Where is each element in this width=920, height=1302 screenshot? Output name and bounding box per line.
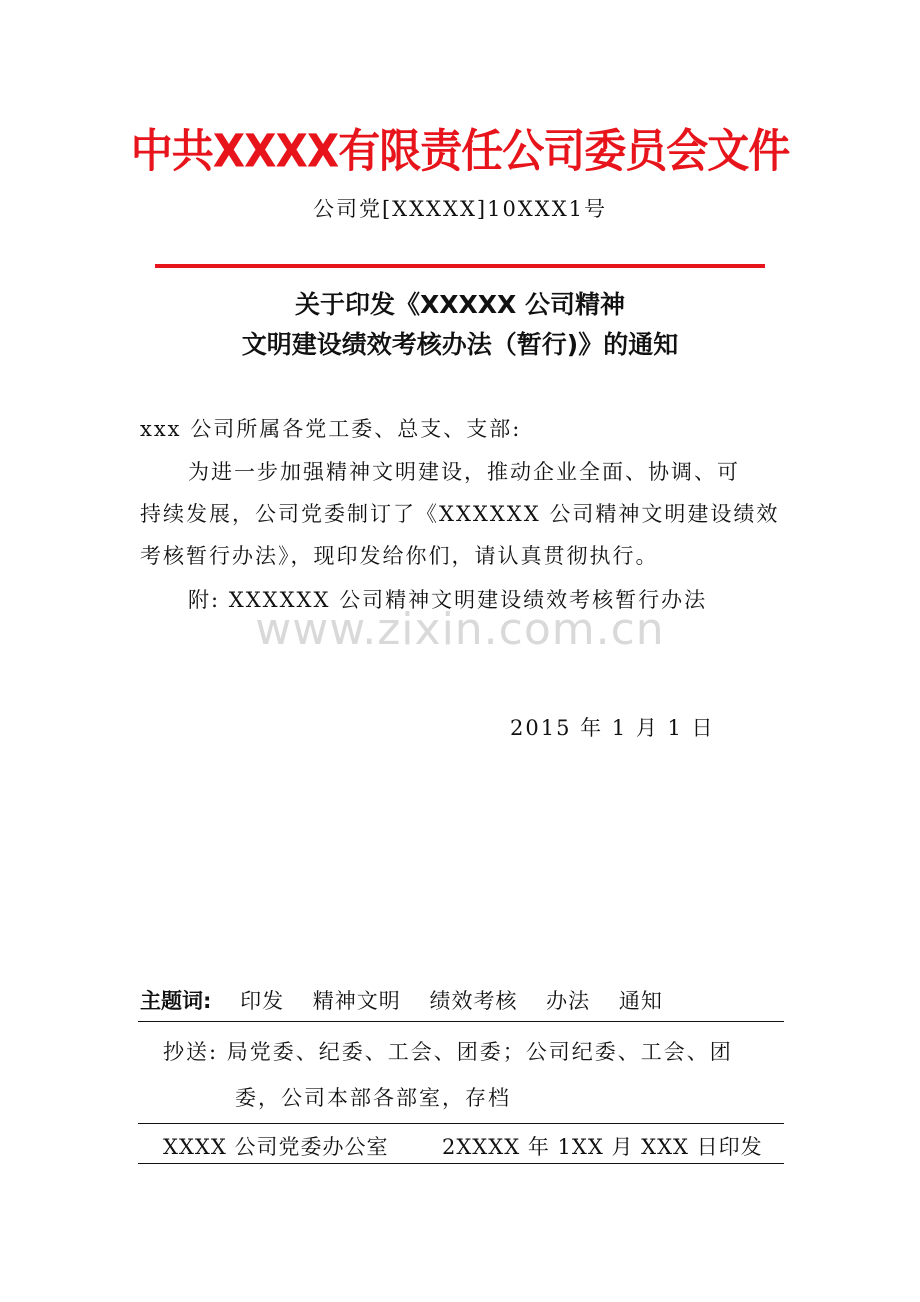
document-date: 2015 年 1 月 1 日 <box>510 716 715 740</box>
keywords-row <box>140 985 663 1015</box>
document-number: 公司党[XXXXX]10XXX1号 <box>312 197 608 221</box>
footer-divider <box>138 1123 784 1124</box>
keyword: 绩效考核 <box>429 989 518 1013</box>
keyword: 办法 <box>546 989 591 1013</box>
org-header-title: 中共XXXX有限责任公司委员会文件 <box>130 124 790 178</box>
cc-recipients-line-2: 委，公司本部各部室，存档 <box>235 1086 511 1110</box>
keyword: 精神文明 <box>312 989 401 1013</box>
footer-divider <box>138 1021 784 1022</box>
site-watermark: www.zixin.com.cn <box>255 604 665 655</box>
body-paragraph-line: 持续发展，公司党委制订了《XXXXXX 公司精神文明建设绩效 <box>140 502 780 526</box>
keyword: 印发 <box>240 989 285 1013</box>
notice-title-line-2: 文明建设绩效考核办法（暂行)》的通知 <box>241 330 679 359</box>
footer-divider <box>138 1163 784 1164</box>
salutation: xxx 公司所属各党工委、总支、支部: <box>140 417 522 441</box>
body-paragraph-line: 为进一步加强精神文明建设，推动企业全面、协调、可 <box>188 460 740 484</box>
keywords-label: 主题词: <box>140 989 212 1013</box>
cc-recipients-line-1: 抄送: 局党委、纪委、工会、团委；公司纪委、工会、团 <box>163 1040 733 1064</box>
red-separator-line <box>155 264 765 268</box>
issue-date: 2XXXX 年 1XX 月 XXX 日印发 <box>442 1135 763 1159</box>
attachment-note: 附: XXXXXX 公司精神文明建设绩效考核暂行办法 <box>188 588 708 612</box>
issuing-office: XXXX 公司党委办公室 <box>163 1135 389 1159</box>
notice-title-line-1: 关于印发《XXXXX 公司精神 <box>294 290 626 319</box>
body-paragraph-line: 考核暂行办法》，现印发给你们，请认真贯彻执行。 <box>140 544 659 568</box>
keyword: 通知 <box>618 989 663 1013</box>
